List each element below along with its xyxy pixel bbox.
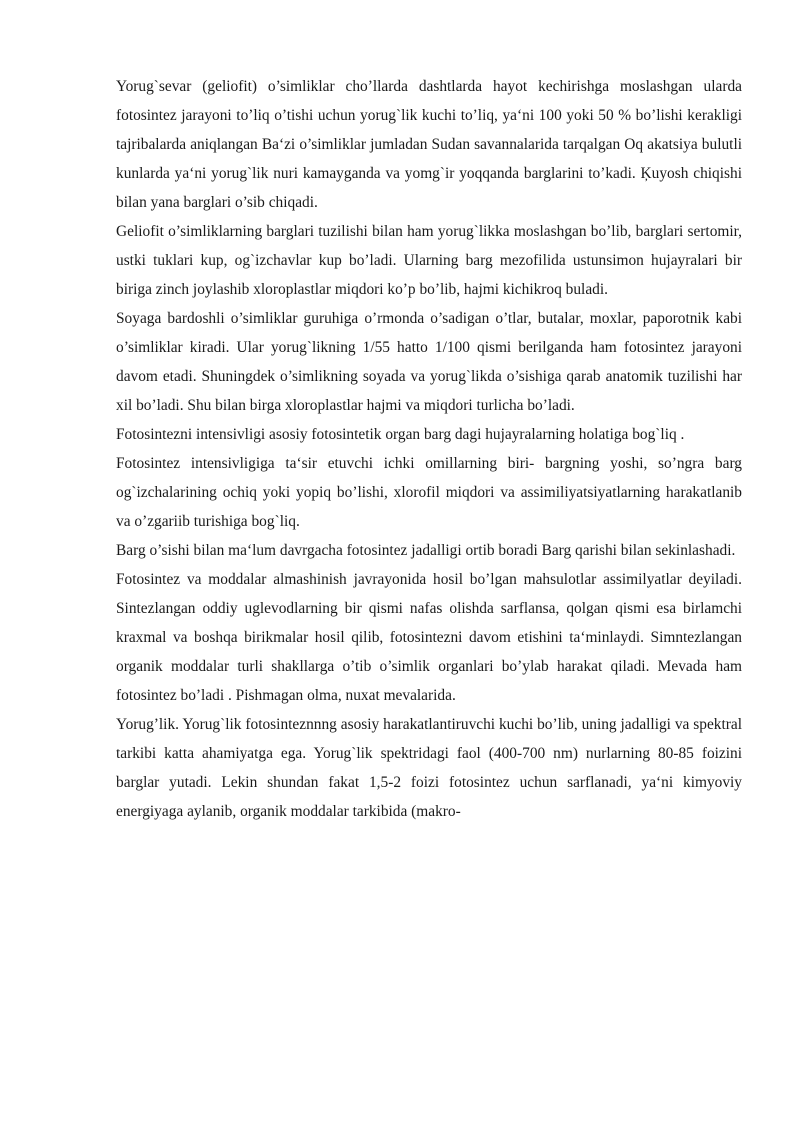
paragraph-assimilates: Fotosintez va moddalar almashinish javrayonida hosil bo’lgan mahsulotlar assimilyatlar deyiladi. Sintezlangan oddiy uglevodlarning bir qismi nafas olishda sarflansa, qolgan qismi esa birlamchi kraxmal va boshqa birikmalar hosil qilib, fotosintezni davom etishini ta‘minlaydi. Simntezlangan organik moddalar turli shakllarga o’tib o’simlik organlari bo’ylab harakat qiladi. Mevada ham fotosintez bo’ladi . Pishmagan olma, nuxat mevalarida. [116,571,742,704]
paragraph-intensity-cells: Fotosintezni intensivligi asosiy fotosintetik organ barg dagi hujayralarning holatiga bog`liq . [116,426,685,443]
paragraph-shade-tolerant: Soyaga bardoshli o’simliklar guruhiga o’rmonda o’sadigan o’tlar, butalar, moxlar, paporotnik kabi o’simliklar kiradi. Ular yorug`likning 1/55 hatto 1/100 qismi berilganda ham fotosintez jarayoni davom etadi. Shuningdek o’simlikning soyada va yorug`likda o’sishiga qarab anatomik tuzilishi har xil bo’ladi. Shu bilan birga xloroplastlar hajmi va miqdori turlicha bo’ladi. [116,310,742,414]
paragraph-geliofit-intro: Yorug`sevar (geliofit) o’simliklar cho’llarda dashtlarda hayot kechirishga moslashgan ularda fotosintez jarayoni to’liq o’tishi uchun yorug`lik kuchi to’liq, ya‘ni 100 yoki 50 % bo’lishi kerakligi tajribalarda aniqlangan Ba‘zi o’simliklar jumladan Sudan savannalarida tarqalgan Oq akatsiya bulutli kunlarda ya‘ni yorug`lik nuri kamayganda va yomg`ir yoqqanda barglarini to’kadi. Ķuyosh chiqishi bilan yana barglari o’sib chiqadi. [116,78,742,211]
paragraph-internal-factors: Fotosintez intensivligiga ta‘sir etuvchi ichki omillarning biri- bargning yoshi, so’ngra barg og`izchalarining ochiq yoki yopiq bo’lishi, xlorofil miqdori va assimiliyatsiyatlarning harakatlanib va o’zgariib turishiga bog`liq. [116,455,742,530]
paragraph-geliofit-leaves: Geliofit o’simliklarning barglari tuzilishi bilan ham yorug`likka moslashgan bo’lib, barglari sertomir, ustki tuklari kup, og`izchavlar kup bo’ladi. Ularning barg mezofilida ustunsimon hujayralari bir biriga zinch joylashib xloroplastlar miqdori ko’p bo’lib, hajmi kichikroq buladi. [116,223,742,298]
paragraph-leaf-age: Barg o’sishi bilan ma‘lum davrgacha fotosintez jadalligi ortib boradi Barg qarishi bilan sekinlashadi. [116,542,736,559]
document-page [116,72,742,826]
paragraph-light: Yorug’lik. Yorug`lik fotosinteznnng asosiy harakatlantiruvchi kuchi bo’lib, uning jadalligi va spektral tarkibi katta ahamiyatga ega. Yorug`lik spektridagi faol (400-700 nm) nurlarning 80-85 foizini barglar yutadi. Lekin shundan fakat 1,5-2 foizi fotosintez uchun sarflanadi, ya‘ni kimyoviy energiyaga aylanib, organik moddalar tarkibida (makro- [116,716,742,820]
